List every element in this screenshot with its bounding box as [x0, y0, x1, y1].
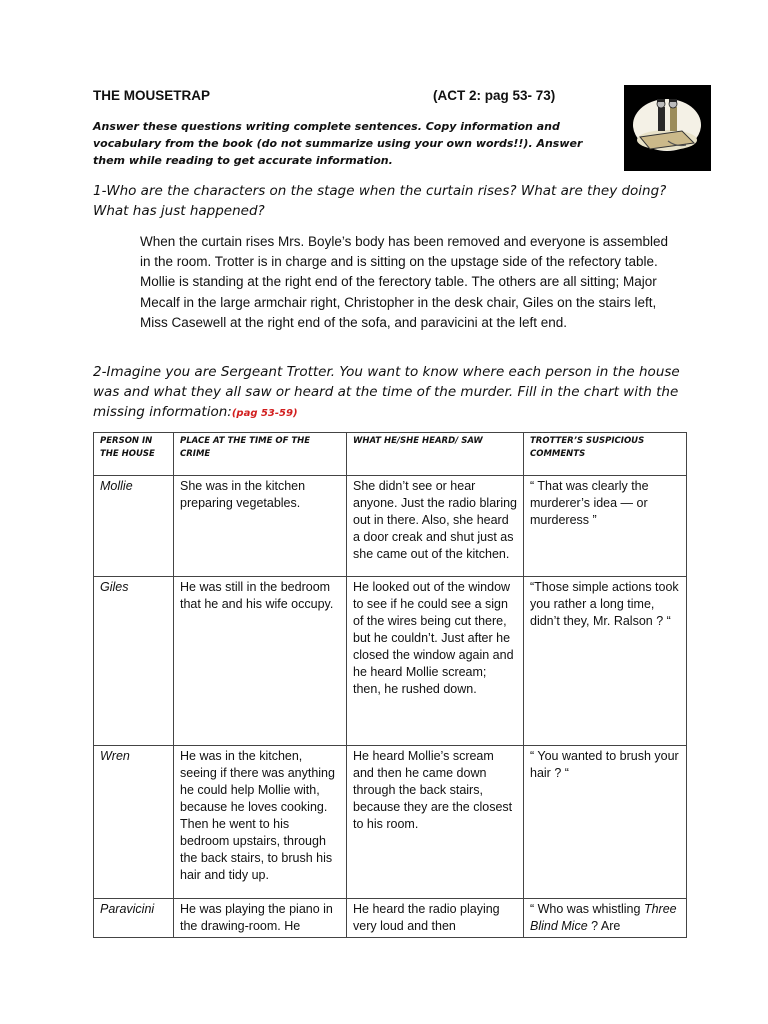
header-place: PLACE AT THE TIME OF THE CRIME	[174, 433, 347, 476]
heard-cell: He heard the radio playing very loud and then	[347, 899, 524, 938]
worksheet-header	[93, 88, 593, 108]
person-cell: Mollie	[94, 476, 174, 577]
person-cell: Paravicini	[94, 899, 174, 938]
place-cell: He was still in the bedroom that he and his wife occupy.	[174, 577, 347, 746]
table-row	[94, 899, 687, 938]
header-heard: WHAT HE/SHE HEARD/ SAW	[347, 433, 524, 476]
heard-cell: He looked out of the window to see if he could see a sign of the wires being cut there, but he couldn’t. Just after he closed the window again and he heard Mollie scream; then, he rushed down.	[347, 577, 524, 746]
mice-detectives-drawing	[624, 85, 711, 171]
instructions-text: Answer these questions writing complete sentences. Copy information and vocabulary from the book (do not summarize using your own words!!). Answer them while reading to get accurate information.	[93, 120, 583, 167]
comments-text: “ Who was whistling	[530, 902, 644, 916]
place-cell: He was playing the piano in the drawing-room. He	[174, 899, 347, 938]
header-comments: TROTTER’S SUSPICIOUS COMMENTS	[524, 433, 687, 476]
person-cell: Wren	[94, 746, 174, 899]
header-person: PERSON IN THE HOUSE	[94, 433, 174, 476]
question-2-text: 2-Imagine you are Sergeant Trotter. You want to know where each person in the house was and what they all saw or heard at the time of the murder. Fill in the chart with the missing information:	[93, 364, 680, 420]
comments-cell	[524, 899, 687, 938]
answer-1: When the curtain rises Mrs. Boyle’s body has been removed and everyone is assembled in the room. Trotter is in charge and is sitting on the upstage side of the refectory table. Mollie is standing at the right end of the ferectory table. The others are all sitting; Major Mecalf in the large armchair right, Christopher in the desk chair, Giles on the stairs left, Miss Casewell at the right end of the sofa, and paravicini at the left end.	[140, 234, 669, 330]
person-cell: Giles	[94, 577, 174, 746]
heard-cell: He heard Mollie’s scream and then he came down through the back stairs, because they are the closest to his room.	[347, 746, 524, 899]
act-pages: (ACT 2: pag 53- 73)	[433, 88, 556, 103]
table-header-row	[94, 433, 687, 476]
table-row	[94, 577, 687, 746]
comments-cell: “Those simple actions took you rather a long time, didn’t they, Mr. Ralson ? “	[524, 577, 687, 746]
comments-cell: “ That was clearly the murderer’s idea — or murderess ”	[524, 476, 687, 577]
table-row	[94, 476, 687, 577]
question-1: 1-Who are the characters on the stage when the curtain rises? What are they doing? What has just happened?	[93, 183, 667, 219]
comments-cell: “ You wanted to brush your hair ? “	[524, 746, 687, 899]
mousetrap-illustration	[624, 85, 711, 171]
heard-cell: She didn’t see or hear anyone. Just the radio blaring out in there. Also, she heard a door creak and shut just as she came out of the kitchen.	[347, 476, 524, 577]
place-cell: He was in the kitchen, seeing if there was anything he could help Mollie with, because he loves cooking. Then he went to his bedroom upstairs, through the back stairs, to brush his hair and tidy up.	[174, 746, 347, 899]
place-cell: She was in the kitchen preparing vegetables.	[174, 476, 347, 577]
song-title: Three Blind Mice	[530, 902, 677, 933]
worksheet-title: THE MOUSETRAP	[93, 88, 211, 103]
question-2	[93, 362, 683, 424]
page-reference: (pag 53-59)	[231, 408, 298, 419]
comments-text-end: ? Are	[587, 919, 621, 933]
table-row	[94, 746, 687, 899]
suspect-chart	[93, 432, 687, 938]
